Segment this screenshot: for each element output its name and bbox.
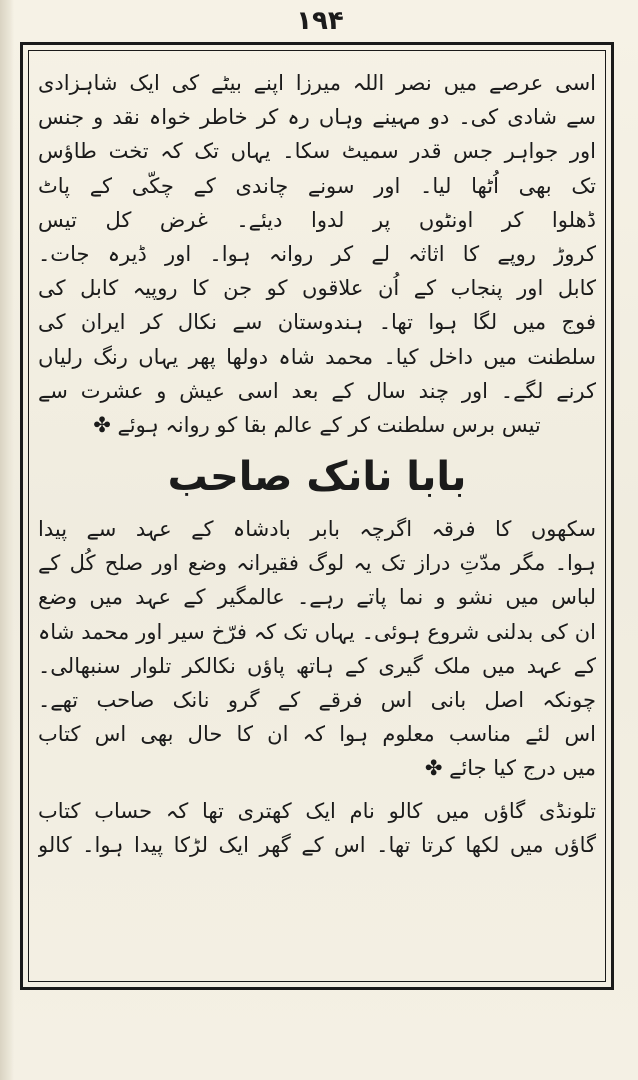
text-line: سلطنت میں داخل کیا۔ محمد شاہ دولھا پھر یہاں رنگ رلیاں bbox=[38, 344, 596, 369]
paragraph-nadir-shah bbox=[38, 66, 596, 442]
text-line: اسی عرصے میں نصر اللہ میرزا اپنے بیٹے کی ایک شاہزادی bbox=[38, 71, 596, 95]
page-binding-edge bbox=[0, 0, 14, 1080]
paragraph-talwandi bbox=[38, 794, 596, 862]
text-line: کے عہد میں ملک گیری کے ہاتھ پاؤں نکالکر تلوار سنبھالی۔ bbox=[38, 653, 596, 678]
text-line: کرنے لگے۔ اور چند سال کے بعد اسی عیش و عشرت سے bbox=[38, 378, 596, 403]
text-line: تک بھی اُٹھا لیا۔ اور سونے چاندی کے چکّی کے پاٹ bbox=[38, 173, 596, 198]
paragraph-sikhs bbox=[38, 512, 596, 786]
text-line: کابل اور پنجاب کے اُن علاقوں کو جن کا روپیہ کابل کی bbox=[38, 276, 596, 301]
text-line: گاؤں میں لکھا کرتا تھا۔ اس کے گھر ایک لڑکا پیدا ہوا۔ کالو bbox=[38, 832, 596, 857]
text-line: فوج میں لگا ہوا تھا۔ ہندوستان سے نکال کر ایران کی bbox=[38, 310, 596, 335]
paragraph-gap bbox=[38, 786, 596, 794]
text-line: میں درج کیا جائے ✤ bbox=[424, 756, 596, 781]
text-line: تیس برس سلطنت کر کے عالم بقا کو روانہ ہوئے ✤ bbox=[93, 412, 541, 437]
text-line: کروڑ روپے کا اثاثہ لے کر روانہ ہوا۔ اور ڈیرہ جات۔ bbox=[38, 241, 596, 266]
text-line: تلونڈی گاؤں میں کالو نام ایک کھتری تھا کہ حساب کتاب bbox=[38, 798, 596, 823]
page-text bbox=[38, 66, 596, 862]
text-line: ڈھلوا کر اونٹوں پر لدوا دیئے۔ غرض کل تیس bbox=[38, 207, 596, 232]
text-line: سے شادی کی۔ دو مہینے وہاں رہ کر خاطر خواہ نقد و جنس bbox=[38, 105, 596, 130]
text-line: اس لئے مناسب معلوم ہوا کہ ان کا حال بھی اس کتاب bbox=[38, 722, 596, 747]
page-number: ۱۹۴ bbox=[296, 6, 344, 36]
section-heading: بابا نانک صاحب bbox=[167, 454, 467, 501]
text-line: ہوا۔ مگر مدّتِ دراز تک یہ لوگ فقیرانہ وضع اور صلح کُل کے bbox=[38, 551, 596, 576]
text-line: سکھوں کا فرقہ اگرچہ بابر بادشاہ کے عہد سے پیدا bbox=[38, 517, 596, 542]
text-line: چونکہ اصل بانی اس فرقے کے گرو نانک صاحب تھے۔ bbox=[38, 688, 596, 712]
text-line: اور جواہر جس قدر سمیٹ سکا۔ یہاں تک کہ تخت طاؤس bbox=[38, 139, 596, 164]
text-line: لباس میں نشو و نما پاتے رہے۔ عالمگیر کے عہد میں وضع bbox=[38, 585, 596, 610]
text-line: ان کی بدلنی شروع ہوئی۔ یہاں تک کہ فرّخ سیر اور محمد شاہ bbox=[38, 619, 596, 644]
